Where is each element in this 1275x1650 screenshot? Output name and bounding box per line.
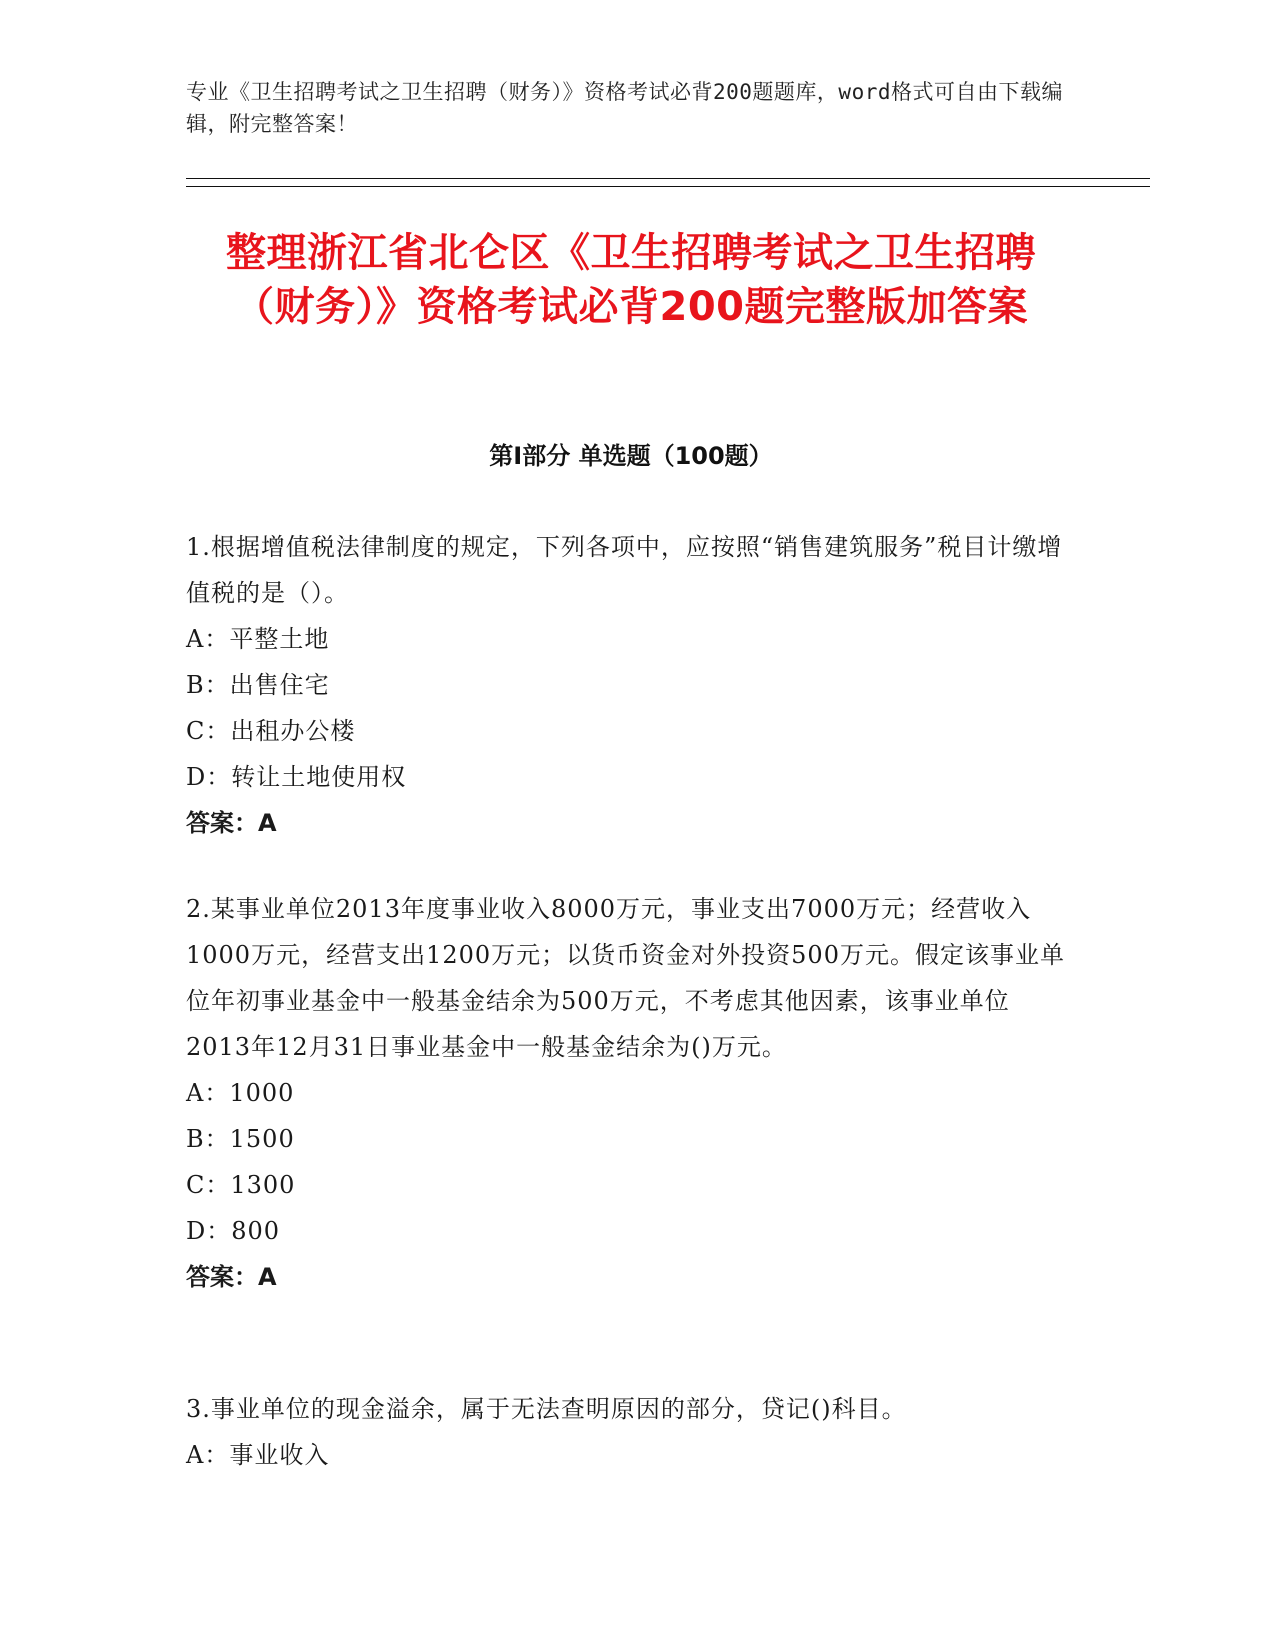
header-note: 专业《卫生招聘考试之卫生招聘（财务）》资格考试必背200题题库，word格式可自由下载编辑，附完整答案！	[186, 80, 1063, 136]
header-divider-top	[186, 178, 1150, 179]
answer-line: 答案：A	[186, 1263, 277, 1291]
option-c: C：出租办公楼	[186, 717, 356, 745]
question-3	[186, 1386, 1066, 1478]
answer-line: 答案：A	[186, 809, 277, 837]
section-title: 第Ⅰ部分 单选题（100题）	[489, 442, 773, 470]
question-stem: 3.事业单位的现金溢余，属于无法查明原因的部分，贷记()科目。	[186, 1395, 907, 1423]
question-stem: 1.根据增值税法律制度的规定，下列各项中，应按照“销售建筑服务”税目计缴增值税的是（）。	[186, 533, 1063, 607]
question-1	[186, 524, 1066, 846]
option-b: B：1500	[186, 1125, 295, 1153]
question-stem: 2.某事业单位2013年度事业收入8000万元，事业支出7000万元；经营收入1000万元，经营支出1200万元；以货币资金对外投资500万元。假定该事业单位年初事业基金中一般基金结余为500万元，不考虑其他因素，该事业单位2013年12月31日事业基金中一般基金结余为()万元。	[186, 895, 1065, 1061]
header-divider-bottom	[186, 186, 1150, 187]
option-d: D：800	[186, 1217, 281, 1245]
option-d: D：转让土地使用权	[186, 763, 407, 791]
option-a: A：平整土地	[186, 625, 330, 653]
option-a: A：事业收入	[186, 1441, 330, 1469]
option-b: B：出售住宅	[186, 671, 330, 699]
question-2	[186, 886, 1066, 1300]
option-a: A：1000	[186, 1079, 295, 1107]
option-c: C：1300	[186, 1171, 296, 1199]
document-title: 整理浙江省北仑区《卫生招聘考试之卫生招聘（财务）》资格考试必背200题完整版加答案	[226, 230, 1036, 330]
